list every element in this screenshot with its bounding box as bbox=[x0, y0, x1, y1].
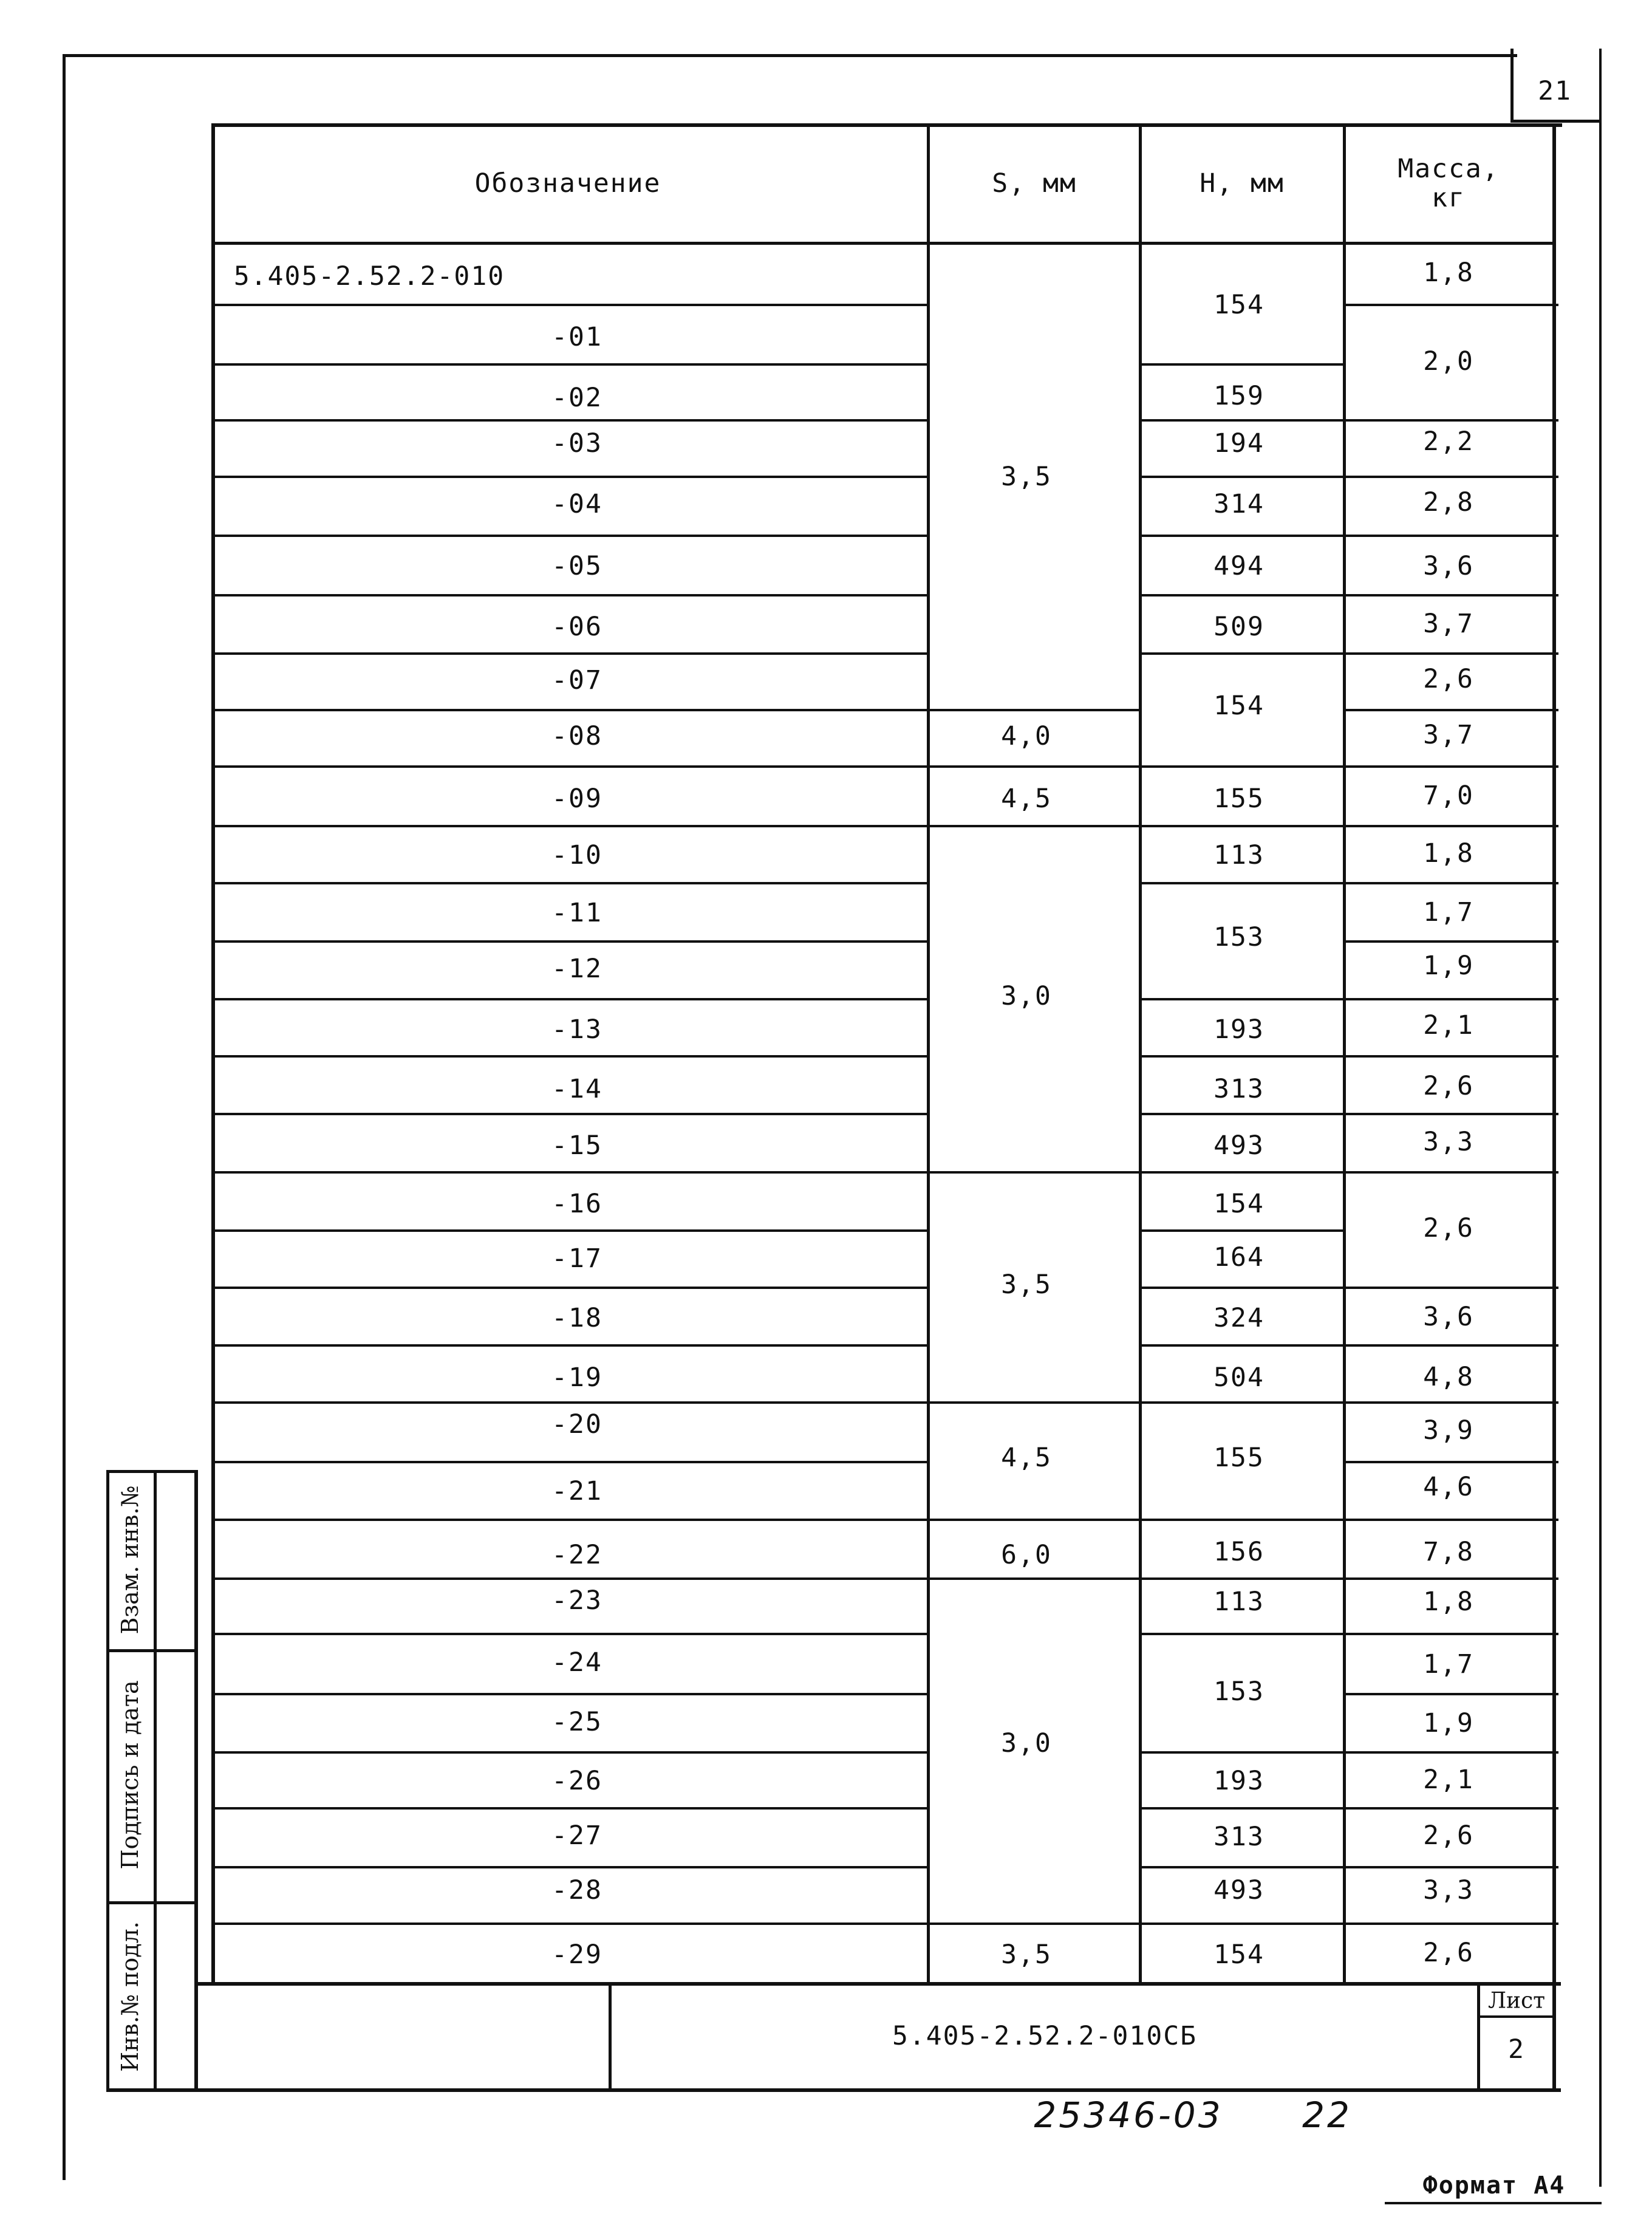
format-label: Формат А4 bbox=[1422, 2172, 1566, 2199]
stamp-vzam: Взам. инв.№ bbox=[117, 1485, 143, 1635]
doc-code: 5.405-2.52.2-010СБ bbox=[892, 2021, 1197, 2051]
h-group-value: 154 bbox=[1213, 691, 1265, 721]
designation-row-line bbox=[215, 363, 927, 366]
h-group-line bbox=[1142, 825, 1343, 827]
table-row-mass: 3,3 bbox=[1423, 1875, 1474, 1905]
table-row-mass: 2,6 bbox=[1423, 1938, 1474, 1968]
h-group-line bbox=[1142, 1577, 1343, 1580]
mass-row-line bbox=[1346, 419, 1558, 422]
table-row-mass: 1,7 bbox=[1423, 897, 1474, 928]
format-underline bbox=[1385, 2202, 1602, 2204]
mass-row-line bbox=[1346, 825, 1558, 827]
title-block-sep-1 bbox=[609, 1982, 612, 2091]
table-row-designation: 5.405-2.52.2-010 bbox=[233, 261, 505, 292]
h-group-value: 313 bbox=[1213, 1074, 1265, 1104]
table-row-designation: -14 bbox=[551, 1074, 602, 1104]
table-row-mass: 1,9 bbox=[1423, 951, 1474, 981]
sheet-label-underline bbox=[1477, 2015, 1556, 2018]
h-group-line bbox=[1142, 476, 1343, 478]
designation-row-line bbox=[215, 1751, 927, 1754]
table-row-designation: -16 bbox=[551, 1189, 602, 1219]
header-mass: Масса, кг bbox=[1398, 154, 1500, 213]
table-row-designation: -11 bbox=[551, 898, 602, 928]
h-group-value: 314 bbox=[1213, 489, 1265, 519]
table-row-mass: 2,1 bbox=[1423, 1010, 1474, 1041]
designation-row-line bbox=[215, 1577, 927, 1580]
table-row-designation: -17 bbox=[551, 1243, 602, 1274]
mass-row-line bbox=[1346, 1519, 1558, 1521]
table-row-mass: 3,6 bbox=[1423, 1302, 1474, 1332]
table-row-designation: -06 bbox=[551, 612, 602, 642]
designation-row-line bbox=[215, 1866, 927, 1868]
mass-row-line bbox=[1346, 1633, 1558, 1635]
table-row-mass: 1,8 bbox=[1423, 1587, 1474, 1617]
table-row-mass: 2,0 bbox=[1423, 346, 1474, 377]
table-row-mass: 7,8 bbox=[1423, 1537, 1474, 1567]
stamp-mid bbox=[154, 1470, 157, 2092]
table-row-mass: 4,8 bbox=[1423, 1362, 1474, 1392]
table-row-mass: 3,7 bbox=[1423, 609, 1474, 639]
mass-row-line bbox=[1346, 1751, 1558, 1754]
title-block-sep-2 bbox=[1477, 1982, 1480, 2091]
h-group-line bbox=[1142, 1344, 1343, 1347]
h-group-value: 324 bbox=[1213, 1303, 1265, 1333]
table-row-designation: -29 bbox=[551, 1940, 602, 1970]
mass-row-line bbox=[1346, 476, 1558, 478]
h-group-line bbox=[1142, 363, 1343, 366]
h-group-value: 493 bbox=[1213, 1130, 1265, 1161]
table-row-designation: -18 bbox=[551, 1303, 602, 1333]
h-group-value: 509 bbox=[1213, 612, 1265, 642]
s-group-line bbox=[930, 1519, 1139, 1521]
table-row-designation: -09 bbox=[551, 784, 602, 814]
h-group-line bbox=[1142, 1923, 1343, 1925]
designation-row-line bbox=[215, 652, 927, 655]
table-row-designation: -12 bbox=[551, 954, 602, 984]
designation-row-line bbox=[215, 594, 927, 596]
table-row-mass: 3,3 bbox=[1423, 1127, 1474, 1157]
s-group-line bbox=[930, 1171, 1139, 1174]
h-group-line bbox=[1142, 594, 1343, 596]
mass-row-line bbox=[1346, 1287, 1558, 1289]
mass-row-line bbox=[1346, 882, 1558, 884]
designation-row-line bbox=[215, 765, 927, 768]
h-group-line bbox=[1142, 535, 1343, 537]
h-group-value: 156 bbox=[1213, 1537, 1265, 1567]
h-group-value: 164 bbox=[1213, 1242, 1265, 1273]
table-row-designation: -03 bbox=[551, 428, 602, 459]
h-group-line bbox=[1142, 1113, 1343, 1115]
h-group-line bbox=[1142, 419, 1343, 422]
table-row-designation: -23 bbox=[551, 1585, 602, 1616]
table-row-designation: -13 bbox=[551, 1014, 602, 1045]
sheet-number: 2 bbox=[1508, 2034, 1525, 2065]
s-group-value: 4,5 bbox=[1001, 1443, 1052, 1473]
sheet-label: Лист bbox=[1487, 1988, 1546, 2014]
table-row-designation: -10 bbox=[551, 840, 602, 870]
h-group-value: 154 bbox=[1213, 290, 1265, 320]
table-row-mass: 4,6 bbox=[1423, 1472, 1474, 1502]
s-group-value: 4,5 bbox=[1001, 784, 1052, 814]
designation-row-line bbox=[215, 940, 927, 943]
h-group-line bbox=[1142, 1866, 1343, 1868]
table-row-mass: 2,1 bbox=[1423, 1765, 1474, 1795]
table-row-mass: 2,2 bbox=[1423, 426, 1474, 457]
table-row-designation: -08 bbox=[551, 721, 602, 751]
mass-row-line bbox=[1346, 1055, 1558, 1058]
designation-row-line bbox=[215, 998, 927, 1000]
h-group-line bbox=[1142, 998, 1343, 1000]
designation-row-line bbox=[215, 476, 927, 478]
h-group-line bbox=[1142, 1401, 1343, 1404]
table-row-designation: -02 bbox=[551, 383, 602, 413]
stamp-left bbox=[106, 1470, 109, 2092]
designation-row-line bbox=[215, 1229, 927, 1232]
mass-row-line bbox=[1346, 1344, 1558, 1347]
s-group-line bbox=[930, 765, 1139, 768]
designation-row-line bbox=[215, 709, 927, 711]
table-row-designation: -26 bbox=[551, 1766, 602, 1796]
stamp-podpis: Подпись и дата bbox=[117, 1680, 143, 1870]
table-row-mass: 1,9 bbox=[1423, 1708, 1474, 1738]
designation-row-line bbox=[215, 304, 927, 306]
designation-row-line bbox=[215, 825, 927, 827]
table-row-designation: -19 bbox=[551, 1362, 602, 1393]
s-group-value: 3,5 bbox=[1001, 1940, 1052, 1970]
h-group-value: 113 bbox=[1213, 840, 1265, 870]
s-group-value: 3,5 bbox=[1001, 1270, 1052, 1300]
designation-row-line bbox=[215, 882, 927, 884]
stamp-sep-1 bbox=[106, 1649, 197, 1652]
designation-row-line bbox=[215, 1633, 927, 1635]
table-row-mass: 2,6 bbox=[1423, 664, 1474, 694]
mass-row-line bbox=[1346, 1171, 1558, 1174]
table-row-designation: -28 bbox=[551, 1875, 602, 1905]
s-group-line bbox=[930, 709, 1139, 711]
h-group-line bbox=[1142, 652, 1343, 655]
designation-row-line bbox=[215, 1693, 927, 1695]
h-group-line bbox=[1142, 882, 1343, 884]
mass-row-line bbox=[1346, 998, 1558, 1000]
mass-row-line bbox=[1346, 1923, 1558, 1925]
s-group-value: 3,5 bbox=[1001, 462, 1052, 492]
designation-row-line bbox=[215, 1287, 927, 1289]
table-row-mass: 3,7 bbox=[1423, 720, 1474, 750]
mass-row-line bbox=[1346, 1461, 1558, 1463]
h-group-value: 155 bbox=[1213, 1443, 1265, 1473]
h-group-value: 113 bbox=[1213, 1587, 1265, 1617]
header-s: S, мм bbox=[992, 168, 1077, 199]
designation-row-line bbox=[215, 419, 927, 422]
mass-row-line bbox=[1346, 1693, 1558, 1695]
table-row-mass: 1,8 bbox=[1423, 258, 1474, 288]
mass-row-line bbox=[1346, 709, 1558, 711]
header-h: H, мм bbox=[1200, 168, 1285, 199]
h-group-value: 494 bbox=[1213, 551, 1265, 581]
h-group-value: 159 bbox=[1213, 381, 1265, 411]
h-group-line bbox=[1142, 1287, 1343, 1289]
designation-row-line bbox=[215, 535, 927, 537]
h-group-value: 154 bbox=[1213, 1940, 1265, 1970]
mass-row-line bbox=[1346, 1866, 1558, 1868]
table-row-mass: 3,6 bbox=[1423, 551, 1474, 581]
stamp-right bbox=[194, 1470, 198, 2092]
page-number: 21 bbox=[1538, 76, 1572, 106]
mass-row-line bbox=[1346, 1401, 1558, 1404]
mass-row-line bbox=[1346, 1807, 1558, 1810]
table-row-designation: -25 bbox=[551, 1707, 602, 1737]
table-row-designation: -05 bbox=[551, 551, 602, 581]
h-group-value: 153 bbox=[1213, 922, 1265, 952]
s-group-line bbox=[930, 1401, 1139, 1404]
table-row-designation: -21 bbox=[551, 1476, 602, 1506]
h-group-line bbox=[1142, 765, 1343, 768]
s-group-line bbox=[930, 1577, 1139, 1580]
designation-row-line bbox=[215, 1113, 927, 1115]
designation-row-line bbox=[215, 1807, 927, 1810]
designation-row-line bbox=[215, 1461, 927, 1463]
designation-row-line bbox=[215, 1519, 927, 1521]
table-row-mass: 2,6 bbox=[1423, 1071, 1474, 1101]
mass-row-line bbox=[1346, 594, 1558, 596]
table-row-designation: -20 bbox=[551, 1409, 602, 1440]
s-group-value: 3,0 bbox=[1001, 981, 1052, 1011]
h-group-value: 504 bbox=[1213, 1362, 1265, 1393]
s-group-line bbox=[930, 1923, 1139, 1925]
mass-row-line bbox=[1346, 765, 1558, 768]
title-block-top bbox=[194, 1982, 1561, 1986]
mass-row-line bbox=[1346, 535, 1558, 537]
h-group-line bbox=[1142, 1807, 1343, 1810]
table-row-mass: 7,0 bbox=[1423, 781, 1474, 811]
table-row-designation: -27 bbox=[551, 1820, 602, 1851]
mass-row-line bbox=[1346, 940, 1558, 943]
table-row-mass: 2,8 bbox=[1423, 487, 1474, 518]
table-row-mass: 2,6 bbox=[1423, 1820, 1474, 1851]
handwritten-code: 25346-03 bbox=[1034, 2094, 1223, 2136]
stamp-inv: Инв.№ подл. bbox=[117, 1921, 143, 2072]
table-row-designation: -24 bbox=[551, 1647, 602, 1678]
s-group-value: 3,0 bbox=[1001, 1728, 1052, 1758]
designation-row-line bbox=[215, 1055, 927, 1058]
table-row-mass: 1,7 bbox=[1423, 1649, 1474, 1680]
table-row-designation: -15 bbox=[551, 1130, 602, 1161]
s-group-value: 4,0 bbox=[1001, 721, 1052, 751]
mass-row-line bbox=[1346, 304, 1558, 306]
designation-row-line bbox=[215, 1171, 927, 1174]
mass-row-line bbox=[1346, 1113, 1558, 1115]
table-row-mass: 3,9 bbox=[1423, 1415, 1474, 1446]
designation-row-line bbox=[215, 1923, 927, 1925]
table-row-designation: -07 bbox=[551, 665, 602, 696]
h-group-line bbox=[1142, 1633, 1343, 1635]
stamp-top bbox=[106, 1470, 197, 1473]
header-designation: Обозначение bbox=[474, 168, 661, 199]
h-group-value: 313 bbox=[1213, 1822, 1265, 1852]
mass-row-line bbox=[1346, 1577, 1558, 1580]
h-group-value: 154 bbox=[1213, 1189, 1265, 1219]
table-row-designation: -01 bbox=[551, 322, 602, 352]
s-group-line bbox=[930, 825, 1139, 827]
handwritten-number: 22 bbox=[1302, 2094, 1352, 2136]
h-group-value: 193 bbox=[1213, 1766, 1265, 1796]
title-block-bottom bbox=[106, 2088, 1561, 2092]
mass-row-line bbox=[1346, 652, 1558, 655]
designation-row-line bbox=[215, 1344, 927, 1347]
table-row-mass: 2,6 bbox=[1423, 1213, 1474, 1243]
table-row-designation: -22 bbox=[551, 1540, 602, 1570]
h-group-line bbox=[1142, 1055, 1343, 1058]
h-group-value: 493 bbox=[1213, 1875, 1265, 1905]
h-group-value: 155 bbox=[1213, 784, 1265, 814]
table-row-designation: -04 bbox=[551, 489, 602, 519]
designation-row-line bbox=[215, 1401, 927, 1404]
h-group-line bbox=[1142, 1751, 1343, 1754]
h-group-value: 194 bbox=[1213, 428, 1265, 459]
table-row-mass: 1,8 bbox=[1423, 838, 1474, 869]
h-group-value: 193 bbox=[1213, 1014, 1265, 1045]
h-group-line bbox=[1142, 1171, 1343, 1174]
h-group-value: 153 bbox=[1213, 1676, 1265, 1707]
s-group-value: 6,0 bbox=[1001, 1540, 1052, 1570]
h-group-line bbox=[1142, 1229, 1343, 1232]
h-group-line bbox=[1142, 1519, 1343, 1521]
stamp-sep-2 bbox=[106, 1901, 197, 1904]
